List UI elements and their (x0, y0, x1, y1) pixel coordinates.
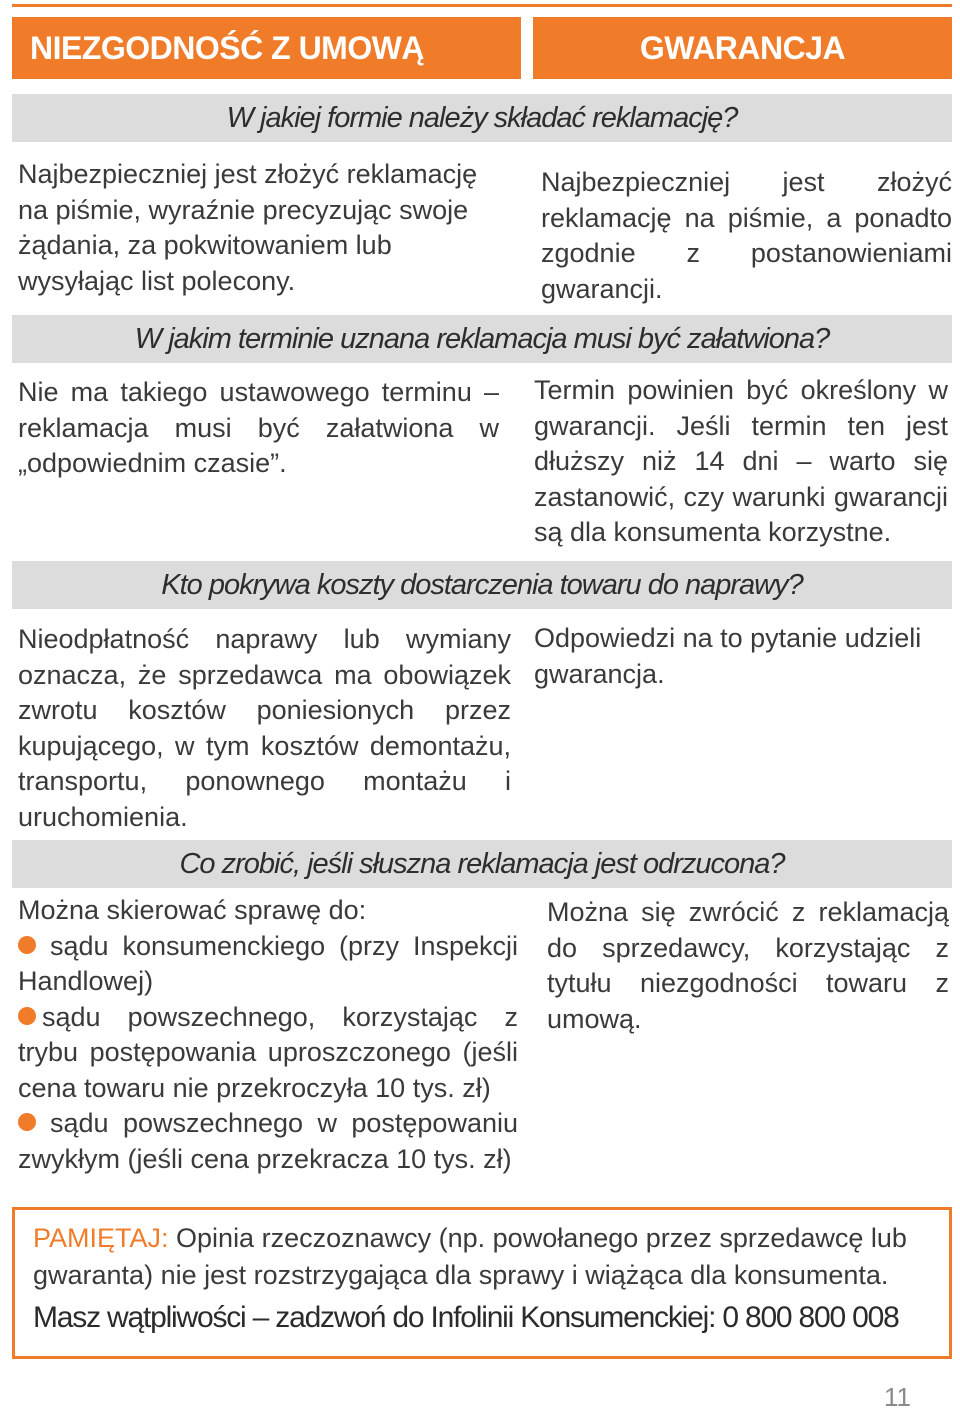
answer-nonconformity-form: Najbezpieczniej jest złożyć reklamację na piśmie, wyraźnie precyzując swoje żądania, za pokwitowaniem lub wysyłając list polecony. (18, 159, 478, 296)
hotline-info: Masz wątpliwości – zadzwoń do Infolinii Konsumenckiej: 0 800 800 008 (33, 1301, 899, 1334)
question-form-of-complaint: W jakiej formie należy składać reklamację? (12, 94, 952, 142)
list-item: sądu powszechnego, korzystając z trybu postępowania uproszczonego (jeśli cena towaru nie przekroczyła 10 tys. zł) (18, 1001, 518, 1103)
answer-warranty-deadline: Termin powinien być określony w gwarancji. Jeśli termin ten jest dłuższy niż 14 dni – warto się zastanowić, czy warunki gwarancji są dla konsumenta korzystne. (534, 375, 948, 547)
rejected-options-list (18, 929, 518, 1178)
answer-warranty-costs: Odpowiedzi na to pytanie udzieli gwarancja. (534, 623, 922, 689)
answer-nonconformity-costs: Nieodpłatność naprawy lub wymiany oznacza, że sprzedawca ma obowiązek zwrotu kosztów poniesionych przez kupującego, w tym kosztów demontażu, transportu, ponownego montażu i uruchomienia. (18, 624, 511, 832)
bullet-dot-icon (18, 936, 36, 954)
top-rule (12, 4, 952, 7)
bullet-dot-icon (18, 1113, 36, 1131)
answer-warranty-form: Najbezpieczniej jest złożyć reklamację na piśmie, a ponadto zgodnie z postanowieniami gwarancji. (541, 167, 952, 304)
rejected-intro: Można skierować sprawę do: (18, 895, 367, 925)
answer-nonconformity-rejected (18, 893, 518, 1177)
column-header-nonconformity: NIEZGODNOŚĆ Z UMOWĄ (12, 17, 521, 79)
page-number: 11 (884, 1382, 911, 1412)
reminder-label: PAMIĘTAJ: (33, 1223, 169, 1253)
question-deadline: W jakim terminie uznana reklamacja musi być załatwiona? (12, 315, 952, 363)
reminder-text: PAMIĘTAJ: Opinia rzeczoznawcy (np. powołanego przez sprzedawcę lub gwaranta) nie jest rozstrzygająca dla sprawy i wiążąca dla konsumenta. (33, 1223, 907, 1290)
question-delivery-costs: Kto pokrywa koszty dostarczenia towaru do naprawy? (12, 561, 952, 609)
answer-warranty-rejected: Można się zwrócić z reklamacją do sprzedawcy, korzystając z tytułu niezgodności towaru z umową. (547, 897, 949, 1034)
bullet-dot-icon (18, 1007, 36, 1025)
question-rejected-complaint: Co zrobić, jeśli słuszna reklamacja jest odrzucona? (12, 840, 952, 888)
list-item: sądu konsumenckiego (przy Inspekcji Handlowej) (18, 930, 518, 996)
answer-nonconformity-deadline: Nie ma takiego ustawowego terminu – reklamacja musi być załatwiona w „odpowiednim czasie”. (18, 377, 499, 478)
reminder-box (12, 1207, 952, 1359)
column-header-warranty: GWARANCJA (533, 17, 952, 79)
list-item: sądu powszechnego w postępowaniu zwykłym (jeśli cena przekracza 10 tys. zł) (18, 1108, 518, 1174)
